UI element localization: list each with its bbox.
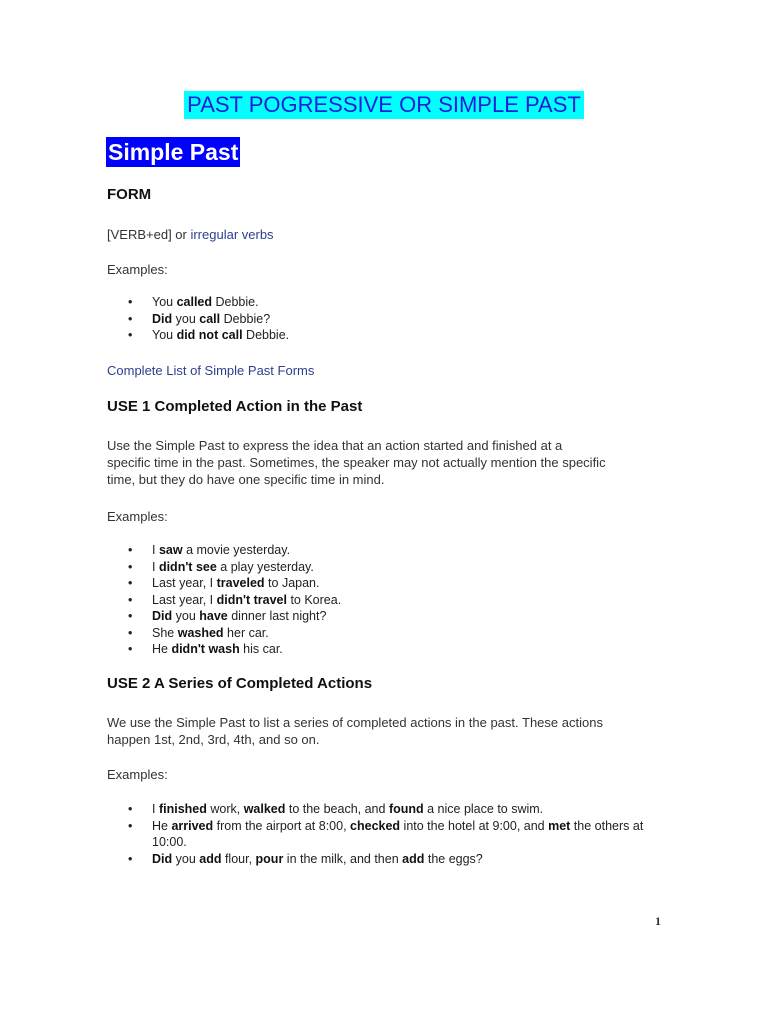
bullet-icon: • (128, 609, 133, 623)
bullet-icon: • (128, 295, 133, 309)
example-text: You (152, 328, 177, 342)
bullet-icon: • (128, 559, 133, 574)
verb-emphasis: Did (152, 851, 173, 866)
verb-emphasis: add (402, 851, 425, 866)
verb-emphasis: pour (255, 851, 284, 866)
verb-emphasis: arrived (171, 818, 214, 833)
use2-examples-label: Examples: (107, 767, 168, 782)
examples-label: Examples: (107, 262, 168, 277)
list-item (107, 625, 341, 642)
list-item (107, 801, 647, 818)
title-container (0, 91, 768, 119)
use1-paragraph (107, 437, 606, 488)
example-text: Debbie? (220, 311, 271, 326)
verb-emphasis: Did (152, 311, 173, 326)
bullet-icon: • (128, 328, 133, 342)
list-item (107, 542, 341, 559)
use2-heading: USE 2 A Series of Completed Actions (107, 675, 373, 692)
example-text: you (172, 609, 200, 623)
use1-examples-label: Examples: (107, 509, 168, 524)
list-item (107, 327, 289, 344)
example-text: work, (206, 802, 244, 816)
verb-emphasis: found (388, 802, 424, 816)
verb-emphasis: saw (158, 543, 183, 557)
bullet-icon: • (128, 818, 133, 833)
example-text: in the milk, and then (283, 851, 403, 866)
bullet-icon: • (128, 625, 133, 640)
verb-emphasis: called (176, 295, 213, 309)
example-text: I (152, 802, 159, 816)
example-text: his car. (239, 642, 283, 656)
bullet-icon: • (128, 543, 133, 557)
verb-emphasis: did not call (176, 328, 243, 342)
list-item (107, 311, 289, 328)
form-formula: [VERB+ed] or (107, 227, 191, 242)
example-text: He (152, 818, 172, 833)
verb-emphasis: didn't travel (216, 592, 287, 607)
list-item (107, 851, 647, 868)
example-text: You (152, 295, 177, 309)
example-text: into the hotel at 9:00, and (400, 818, 549, 833)
example-text: She (152, 625, 178, 640)
example-text: I (152, 559, 159, 574)
page-title: PAST POGRESSIVE OR SIMPLE PAST (184, 91, 584, 119)
bullet-icon: • (128, 642, 133, 656)
complete-list-link[interactable]: Complete List of Simple Past Forms (107, 363, 315, 378)
bullet-icon: • (128, 592, 133, 607)
example-text: Debbie. (242, 328, 290, 342)
example-text: from the airport at 8:00, (213, 818, 351, 833)
verb-emphasis: finished (158, 802, 207, 816)
verb-emphasis: add (199, 851, 222, 866)
bullet-icon: • (128, 802, 133, 816)
bullet-icon: • (128, 851, 133, 866)
verb-emphasis: traveled (216, 576, 265, 590)
example-text: the others at 10:00. (152, 818, 644, 849)
use1-examples-list (107, 542, 341, 658)
example-text: to the beach, and (285, 802, 389, 816)
example-text: dinner last night? (227, 609, 327, 623)
list-item (107, 592, 341, 609)
example-text: Last year, I (152, 576, 217, 590)
section-heading-simple-past: Simple Past (108, 139, 239, 165)
use2-paragraph-line: We use the Simple Past to list a series of completed actions in the past. These actions (107, 715, 603, 730)
use2-examples-list (107, 801, 647, 867)
list-item (107, 575, 341, 592)
verb-emphasis: washed (177, 625, 224, 640)
use1-heading: USE 1 Completed Action in the Past (107, 398, 363, 415)
example-text: you (172, 311, 200, 326)
verb-emphasis: didn't see (158, 559, 217, 574)
verb-emphasis: didn't wash (171, 642, 240, 656)
page-number: 1 (655, 914, 661, 928)
use2-paragraph (107, 714, 603, 748)
list-item (107, 294, 289, 311)
example-text: I (152, 543, 159, 557)
example-text: you (172, 851, 200, 866)
example-text: Last year, I (152, 592, 217, 607)
form-label: FORM (107, 186, 152, 203)
irregular-verbs-link[interactable]: irregular verbs (190, 227, 274, 242)
list-item (107, 608, 341, 625)
list-item (107, 641, 341, 658)
example-text: He (152, 642, 172, 656)
use1-paragraph-line: Use the Simple Past to express the idea that an action started and finished at a (107, 438, 563, 453)
list-item (107, 559, 341, 576)
form-examples-list (107, 294, 289, 344)
verb-emphasis: call (199, 311, 221, 326)
use2-paragraph-line: happen 1st, 2nd, 3rd, 4th, and so on. (107, 732, 320, 747)
verb-emphasis: have (199, 609, 228, 623)
example-text: Debbie. (212, 295, 259, 309)
form-line (107, 226, 274, 243)
bullet-icon: • (128, 576, 133, 590)
example-text: her car. (223, 625, 269, 640)
verb-emphasis: checked (350, 818, 401, 833)
example-text: a movie yesterday. (182, 543, 291, 557)
example-text: to Japan. (264, 576, 320, 590)
use1-paragraph-line: time, but they do have one specific time in mind. (107, 472, 385, 487)
example-text: to Korea. (286, 592, 342, 607)
example-text: a nice place to swim. (423, 802, 544, 816)
list-item (107, 818, 647, 851)
bullet-icon: • (128, 311, 133, 326)
example-text: the eggs? (424, 851, 483, 866)
verb-emphasis: met (548, 818, 571, 833)
example-text: flour, (221, 851, 256, 866)
verb-emphasis: Did (152, 609, 173, 623)
verb-emphasis: walked (243, 802, 286, 816)
use1-paragraph-line: specific time in the past. Sometimes, the speaker may not actually mention the specific (107, 455, 606, 470)
example-text: a play yesterday. (216, 559, 314, 574)
